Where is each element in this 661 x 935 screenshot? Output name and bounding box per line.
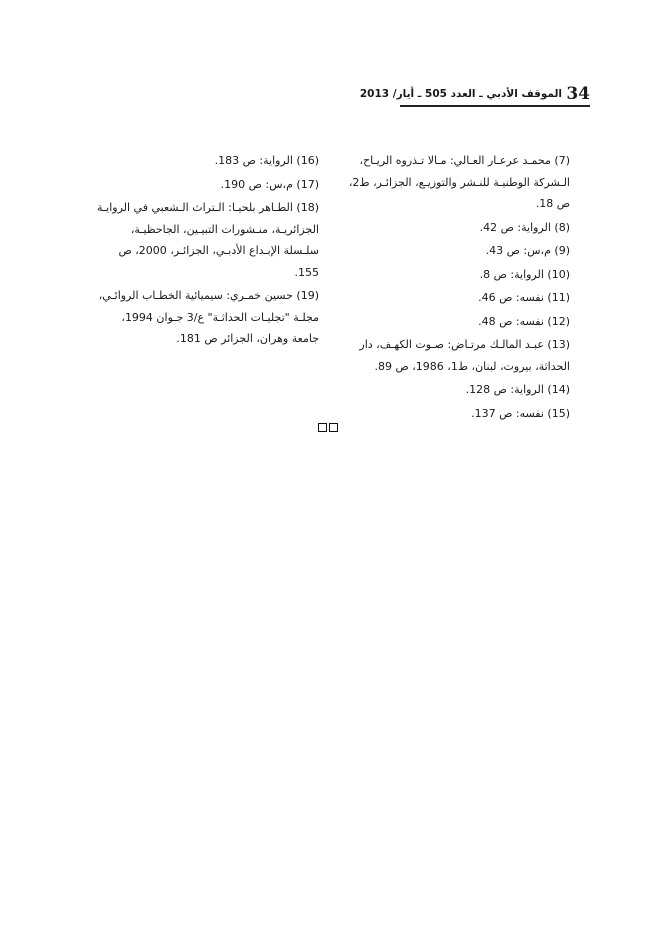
footnote-13: [336, 334, 570, 377]
page-number: 34: [566, 84, 590, 104]
footnote-7: [336, 150, 570, 215]
header-rule: [400, 105, 590, 107]
footnote-text: (13) عبـد المالـك مرتـاض: صـوت الكهـف، دار الحداثة، بيروت، لبنان، ط1، 1986، ص 89.: [359, 338, 570, 373]
square-icon: [318, 423, 327, 432]
footnote-11: [336, 287, 570, 309]
footnote-text: (15) نفسه: ص 137.: [471, 406, 570, 420]
notes-column-left: [97, 150, 319, 352]
footnote-text: (16) الرواية: ص 183.: [214, 154, 319, 167]
footnote-text: (18) الطـاهر بلحيـا: الـتراث الـشعبي في الروايـة الجزائريـة، منـشورات التبيـين، الجاحظيـة، سلـسلة الإبـداع الأدبـي، الجزائـر، 2000، ص 155.: [97, 201, 319, 279]
footnote-text: (12) نفسه: ص 48.: [478, 314, 570, 328]
footnote-16: [97, 150, 319, 172]
footnote-text: (11) نفسه: ص 46.: [478, 291, 570, 304]
footnote-12: [336, 311, 570, 333]
footnote-text: (14) الرواية: ص 128.: [465, 383, 570, 396]
footnote-10: [336, 264, 570, 286]
end-of-article-mark: [318, 423, 338, 435]
running-head: الموقف الأدبي ـ العدد 505 ـ أيار/ 2013: [359, 88, 562, 100]
footnote-text: (17) م،س: ص 190.: [220, 177, 319, 191]
footnote-text: (10) الرواية: ص 8.: [479, 267, 570, 281]
footnote-17: [97, 174, 319, 196]
notes-column-right: [336, 150, 570, 426]
footnote-18: [97, 197, 319, 283]
footnote-text: (8) الرواية: ص 42.: [479, 220, 570, 234]
footnote-9: [336, 240, 570, 262]
footnote-19: [97, 285, 319, 350]
footnote-15: [336, 403, 570, 425]
footnote-text: (7) محمـد عرعـار العـالي: مـالا تـذروه الريـاح، الـشركة الوطنيـة للنـشر والتوزيـع، الجزائـر، ط2، ص 18.: [348, 154, 570, 210]
footnote-text: (9) م،س: ص 43.: [485, 244, 570, 257]
footnote-14: [336, 379, 570, 401]
footnote-text: (19) حسين خمـري: سيميائية الخطـاب الروائـي، مجلـة "تجليـات الحداثـة" ع/3 جـوان 1994، جامعة وهران، الجزائر ص 181.: [98, 289, 319, 345]
footnote-8: [336, 217, 570, 239]
square-icon: [329, 423, 338, 432]
